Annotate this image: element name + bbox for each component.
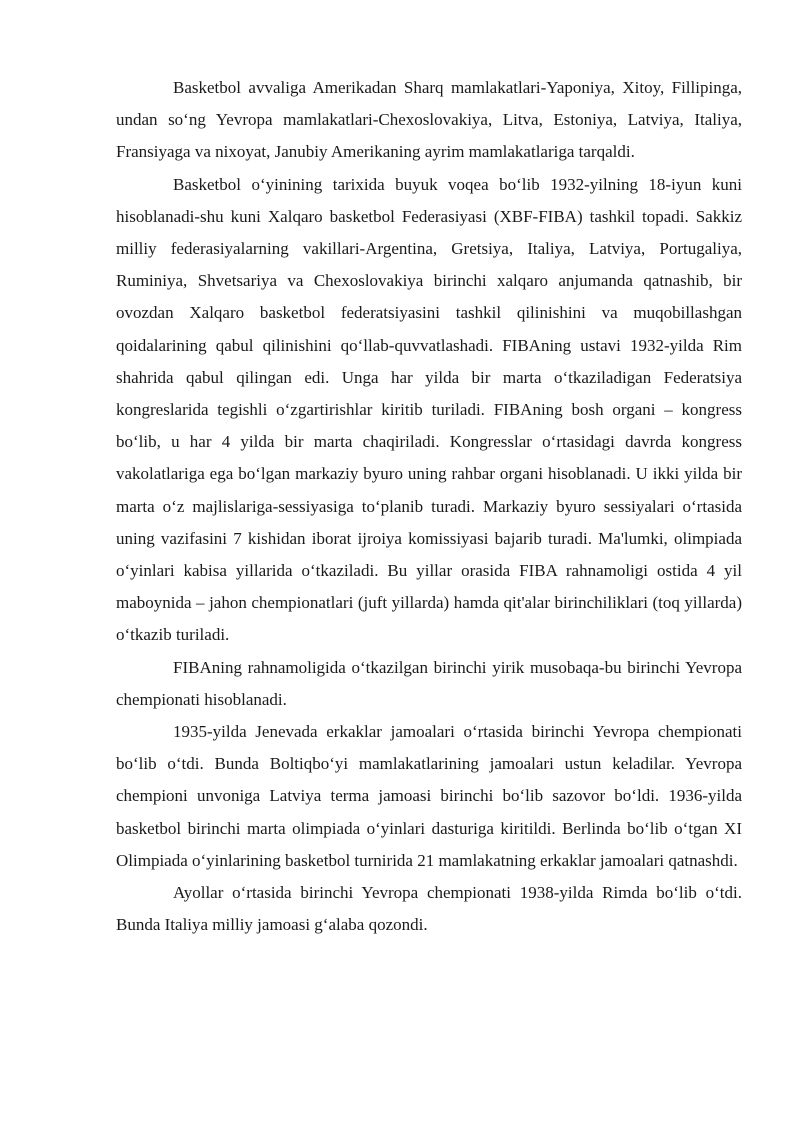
paragraph-spread-of-basketball: Basketbol avvaliga Amerikadan Sharq mamlakatlari-Yaponiya, Xitoy, Fillipinga, undan so‘ng Yevropa mamlakatlari-Chexoslovakiya, Litva, Estoniya, Latviya, Italiya, Fransiyaga va nixoyat, Janubiy Amerikaning ayrim mamlakatlariga tarqaldi. — [116, 78, 742, 162]
paragraph-fiba-history: Basketbol o‘yinining tarixida buyuk voqea bo‘lib 1932-yilning 18-iyun kuni hisoblanadi-shu kuni Xalqaro basketbol Federasiyasi (XBF-FIBA) tashkil topadi. Sakkiz milliy federasiyalarning vakillari-Argentina, Gretsiya, Italiya, Latviya, Portugaliya, Ruminiya, Shvetsariya va Chexoslovakiya birinchi xalqaro anjumanda qatnashib, bir ovozdan Xalqaro basketbol federatsiyasini tashkil qilinishini va muqobillashgan qoidalarining qabul qilinishini qo‘llab-quvvatlashadi. FIBAning ustavi 1932-yilda Rim shahrida qabul qilingan edi. Unga har yilda bir marta o‘tkaziladigan Federatsiya kongreslarida tegishli o‘zgartirishlar kiritib turiladi. FIBAning bosh organi – kongress bo‘lib, u har 4 yilda bir marta chaqiriladi. Kongresslar o‘rtasidagi davrda kongress vakolatlariga ega bo‘lgan markaziy byuro uning rahbar organi hisoblanadi. U ikki yilda bir marta o‘z majlislariga-sessiyasiga to‘planib turadi. Markaziy byuro sessiyalari o‘rtasida uning vazifasini 7 kishidan iborat ijroiya komissiyasi bajarib turadi. Ma'lumki, olimpiada o‘yinlari kabisa yillarida o‘tkaziladi. Bu yillar orasida FIBA rahnamoligi ostida 4 yil maboynida – jahon chempionatlari (juft yillarda) hamda qit'alar birinchiliklari (toq yillarda) o‘tkazib turiladi. — [116, 174, 742, 645]
paragraph-first-european-competition: FIBAning rahnamoligida o‘tkazilgan birinchi yirik musobaqa-bu birinchi Yevropa chempionati hisoblanadi. — [116, 657, 742, 709]
paragraph-first-european-championship-men: 1935-yilda Jenevada erkaklar jamoalari o‘rtasida birinchi Yevropa chempionati bo‘lib o‘tdi. Bunda Boltiqbo‘yi mamlakatlarining jamoalari ustun keladilar. Yevropa chempioni unvoniga Latviya terma jamoasi birinchi bo‘lib sazovor bo‘ldi. 1936-yilda basketbol birinchi marta olimpiada o‘yinlari dasturiga kiritildi. Berlinda bo‘lib o‘tgan XI Olimpiada o‘yinlarining basketbol turnirida 21 mamlakatning erkaklar jamoalari qatnashdi. — [116, 722, 742, 870]
document-page — [116, 72, 742, 941]
paragraph-first-european-championship-women: Ayollar o‘rtasida birinchi Yevropa chempionati 1938-yilda Rimda bo‘lib o‘tdi. Bunda Italiya milliy jamoasi g‘alaba qozondi. — [116, 883, 742, 935]
